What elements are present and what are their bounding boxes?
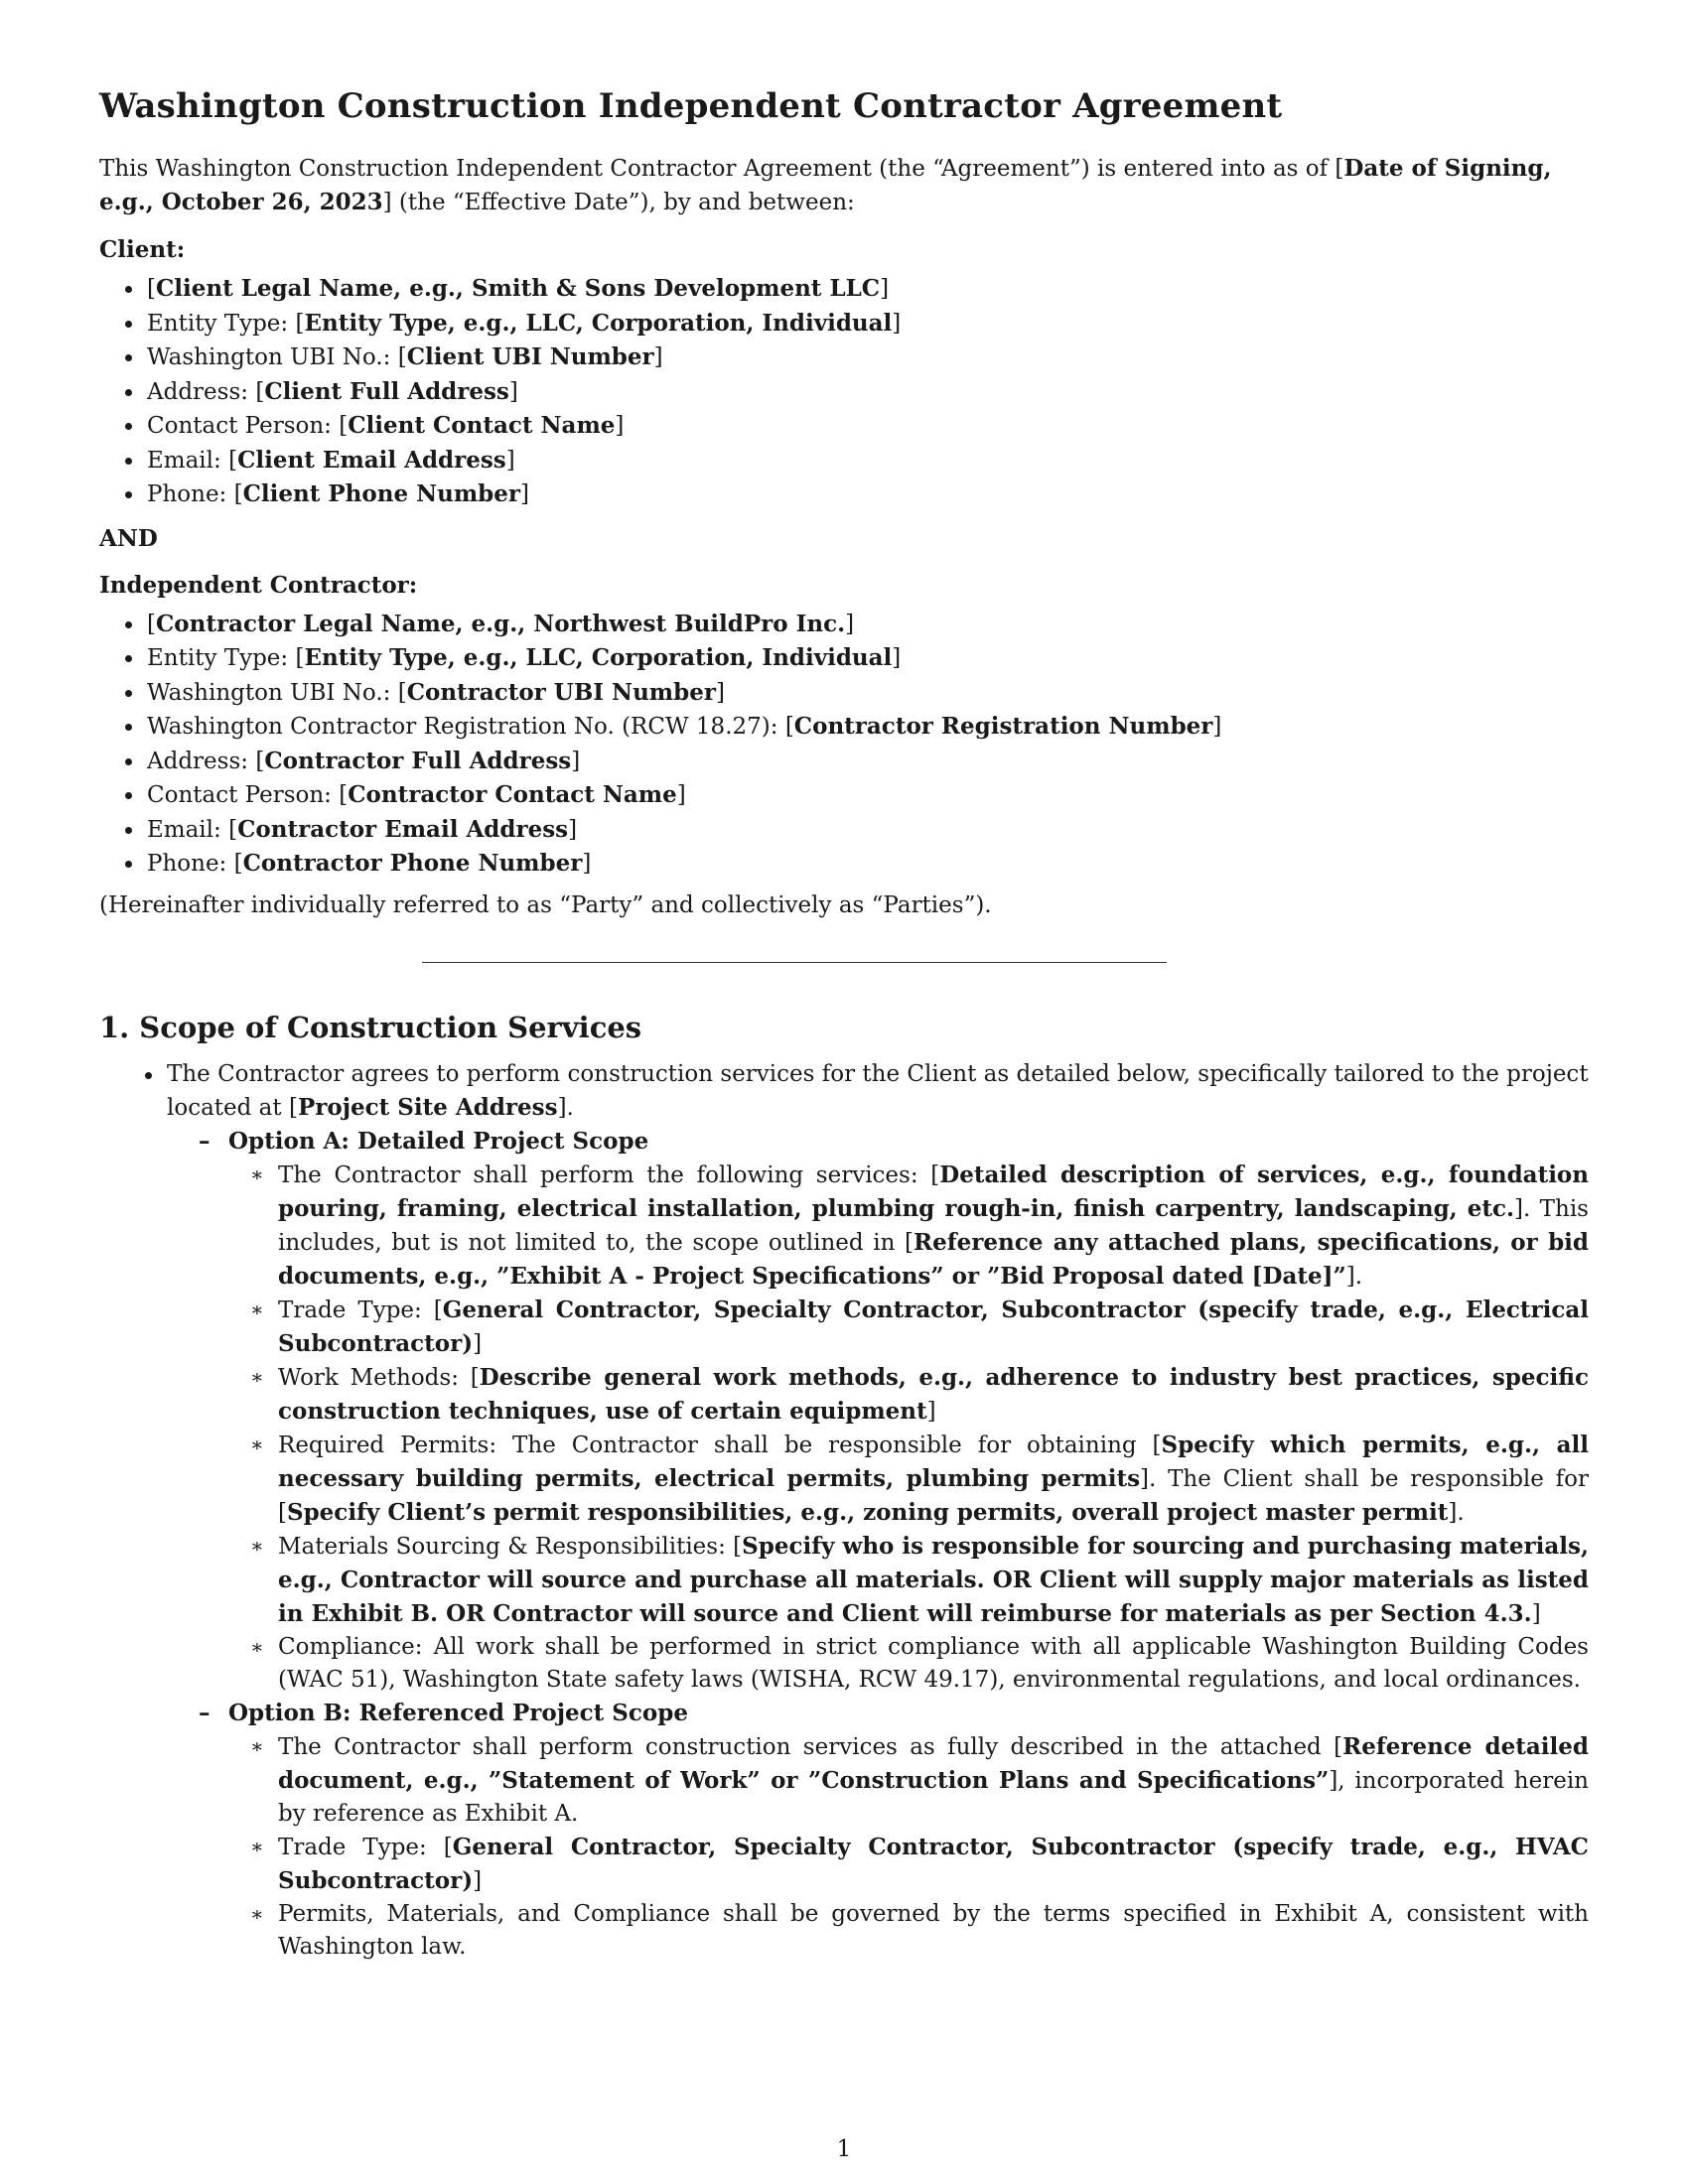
option-b-services [278, 1730, 1589, 1831]
placeholder: General Contractor, Specialty Contractor, Subcontractor (specify trade, e.g., HVAC Subcontractor) [278, 1834, 1589, 1895]
text: Trade Type: [ [278, 1835, 453, 1861]
option-a [228, 1125, 1589, 1697]
contractor-details-list [99, 608, 1589, 882]
detail-label: Entity Type: [147, 310, 296, 337]
text: ]. [1345, 1264, 1363, 1291]
text: Materials Sourcing & Responsibilities: [ [278, 1534, 743, 1561]
option-a-title: Option A: Detailed Project Scope [228, 1128, 649, 1156]
placeholder: General Contractor, Specialty Contractor, Subcontractor (specify trade, e.g., Electrical Subcontractor) [278, 1297, 1589, 1358]
option-b [228, 1697, 1589, 1964]
detail-value: Client Email Address [237, 446, 506, 474]
client-details-list [99, 272, 1589, 512]
text: ] [926, 1399, 936, 1426]
text: ]. This includes, but is not limited to, the scope outlined in [ [278, 1196, 1589, 1257]
detail-value: Contractor Full Address [264, 747, 572, 774]
document-page [99, 87, 1589, 1964]
detail-value: Contractor Registration Number [793, 713, 1213, 741]
contractor-label: Independent Contractor: [99, 571, 418, 599]
detail-value: Entity Type, e.g., LLC, Corporation, Individual [304, 309, 893, 337]
text: ] [473, 1331, 483, 1358]
intro-paragraph [99, 152, 1589, 219]
detail-value: Contractor Phone Number [242, 850, 583, 878]
detail-value: Client Legal Name, e.g., Smith & Sons Development LLC [155, 275, 881, 303]
placeholder: Detailed description of services, e.g., foundation pouring, framing, electrical installation, plumbing rough-in, finish carpentry, landscaping, etc. [278, 1161, 1589, 1223]
detail-label: Contact Person: [147, 413, 340, 440]
contractor-detail-item: Entity Type: [Entity Type, e.g., LLC, Corporation, Individual] [147, 641, 1589, 676]
option-a-services [278, 1159, 1589, 1294]
contractor-detail-item: Address: [Contractor Full Address] [147, 745, 1589, 779]
detail-label: Email: [147, 447, 229, 474]
text: ] [1531, 1601, 1541, 1628]
detail-value: Contractor Legal Name, e.g., Northwest BuildPro Inc. [155, 610, 846, 637]
text: Required Permits: The Contractor shall be responsible for obtaining [ [278, 1433, 1162, 1459]
contractor-detail-item: Phone: [Contractor Phone Number] [147, 847, 1589, 882]
document-title: Washington Construction Independent Contractor Agreement [99, 86, 1283, 126]
option-a-items [228, 1159, 1589, 1697]
section-1-list [99, 1058, 1589, 1964]
project-site-placeholder: Project Site Address [297, 1094, 558, 1122]
placeholder: Specify Client’s permit responsibilities, e.g., zoning permits, overall project master permit [286, 1499, 1449, 1527]
client-detail-item: Entity Type: [Entity Type, e.g., LLC, Corporation, Individual] [147, 307, 1589, 341]
detail-value: Contractor UBI Number [406, 678, 716, 706]
contractor-detail-item: Email: [Contractor Email Address] [147, 813, 1589, 848]
lead-text-end: ]. [557, 1095, 574, 1122]
contractor-detail-item: Contact Person: [Contractor Contact Name] [147, 778, 1589, 813]
option-a-permits [278, 1429, 1589, 1530]
text: ] [473, 1868, 483, 1895]
detail-label: Address: [147, 748, 256, 774]
detail-label: Contact Person: [147, 782, 340, 809]
detail-label: Address: [147, 378, 256, 405]
client-detail-item: [Client Legal Name, e.g., Smith & Sons Development LLC] [147, 272, 1589, 307]
detail-label: Phone: [147, 481, 234, 508]
detail-label: Washington UBI No.: [147, 344, 398, 371]
placeholder: Reference any attached plans, specifications, or bid documents, e.g., ”Exhibit A - Project Specifications” or ”Bid Proposal dated [Date]” [278, 1229, 1589, 1291]
option-a-work-methods [278, 1361, 1589, 1429]
contractor-detail-item: [Contractor Legal Name, e.g., Northwest BuildPro Inc.] [147, 608, 1589, 642]
text: Trade Type: [ [278, 1297, 443, 1324]
contractor-detail-item: Washington Contractor Registration No. (RCW 18.27): [Contractor Registration Number] [147, 710, 1589, 745]
option-b-items [228, 1730, 1589, 1964]
detail-value: Client Phone Number [242, 480, 521, 508]
client-detail-item: Washington UBI No.: [Client UBI Number] [147, 341, 1589, 375]
placeholder: Specify which permits, e.g., all necessary building permits, electrical permits, plumbing permits [278, 1432, 1590, 1493]
detail-value: Entity Type, e.g., LLC, Corporation, Individual [304, 644, 893, 672]
detail-value: Contractor Contact Name [348, 781, 677, 809]
option-b-title: Option B: Referenced Project Scope [228, 1700, 688, 1727]
text: ]. [1448, 1500, 1465, 1527]
text: The Contractor shall perform the following services: [ [278, 1162, 940, 1189]
option-a-compliance: ∗ Compliance: All work shall be performed in strict compliance with all applicable Washington Building Codes (WAC 51), Washington State safety laws (WISHA, RCW 49.17), environmental regulations, and local ordinances. [278, 1631, 1589, 1697]
section-1-heading [99, 1011, 1589, 1045]
option-a-materials [278, 1530, 1589, 1631]
intro-text-pre: This Washington Construction Independent Contractor Agreement (the “Agreement”) is entered into as of [ [99, 156, 1344, 183]
date-placeholder: Date of Signing, e.g., October 26, 2023 [99, 155, 1552, 216]
client-detail-item: Contact Person: [Client Contact Name] [147, 409, 1589, 444]
and-separator: AND [99, 524, 158, 552]
detail-value: Client Full Address [264, 377, 509, 405]
detail-value: Contractor Email Address [237, 815, 569, 843]
client-detail-item: Email: [Client Email Address] [147, 444, 1589, 478]
placeholder: Reference detailed document, e.g., ”Statement of Work” or ”Construction Plans and Specifications” [278, 1733, 1589, 1795]
client-detail-item: Address: [Client Full Address] [147, 375, 1589, 410]
detail-label: Washington Contractor Registration No. (RCW 18.27): [147, 714, 785, 741]
option-a-trade-type [278, 1294, 1589, 1361]
contractor-detail-item: Washington UBI No.: [Contractor UBI Number] [147, 676, 1589, 711]
text: Work Methods: [ [278, 1365, 480, 1392]
detail-value: Client Contact Name [348, 412, 616, 440]
text: ]. The Client shall be responsible for [ [278, 1466, 1590, 1527]
lead-text: The Contractor agrees to perform construction services for the Client as detailed below, specifically tailored to the project located at [ [167, 1061, 1589, 1122]
detail-label: Entity Type: [147, 645, 296, 672]
detail-value: Client UBI Number [406, 343, 654, 371]
hereinafter-note: (Hereinafter individually referred to as “Party” and collectively as “Parties”). [99, 891, 992, 918]
section-1-lead-item [167, 1058, 1589, 1964]
client-detail-item: Phone: [Client Phone Number] [147, 478, 1589, 512]
page-number: 1 [836, 2136, 852, 2162]
detail-label: Washington UBI No.: [147, 679, 398, 706]
intro-text-post: ] (the “Effective Date”), by and between: [382, 190, 855, 216]
client-label: Client: [99, 236, 186, 264]
option-b-permits: ∗ Permits, Materials, and Compliance shall be governed by the terms specified in Exhibit A, consistent with Washington law. [278, 1898, 1589, 1964]
text: The Contractor shall perform construction services as fully described in the attached [ [278, 1734, 1343, 1761]
detail-label: Email: [147, 816, 229, 843]
placeholder: Specify who is responsible for sourcing and purchasing materials, e.g., Contractor will source and purchase all materials. OR Client will supply major materials as listed in Exhibit B. OR Contractor will source and Client will reimburse for materials as per Section 4.3. [278, 1533, 1590, 1628]
detail-label: Phone: [147, 851, 234, 878]
text: ], incorporated herein by reference as Exhibit A. [278, 1768, 1589, 1828]
placeholder: Describe general work methods, e.g., adherence to industry best practices, specific construction techniques, use of certain equipment [278, 1364, 1589, 1426]
options-list [167, 1125, 1589, 1964]
section-title: Scope of Construction Services [139, 1010, 642, 1044]
section-number: 1. [99, 1010, 130, 1044]
option-b-trade-type [278, 1831, 1589, 1898]
horizontal-divider [422, 962, 1167, 963]
